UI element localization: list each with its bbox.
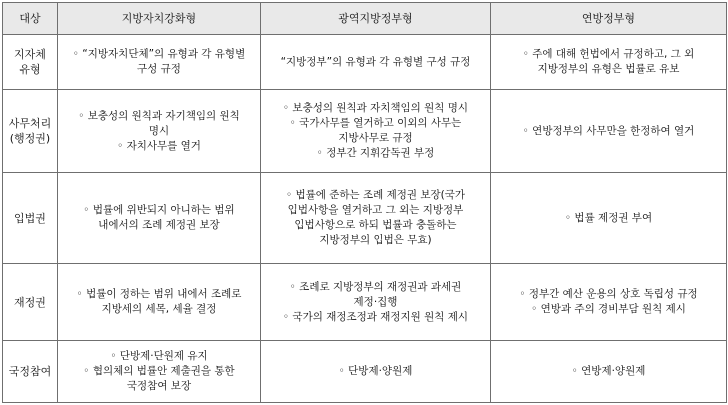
table-cell — [491, 173, 727, 264]
cell-line: ◦ 주에 대해 헌법에서 규정하고, 그 외 — [522, 48, 695, 60]
header-regional-government-type: 광역지방정부형 — [261, 3, 491, 35]
header-federal-type: 연방정부형 — [491, 3, 727, 35]
row-label-line: 국정참여 — [8, 365, 52, 378]
cell-line: ◦ 조례로 지방정부의 재정권과 과세권 — [289, 280, 462, 293]
cell-line: 입법사항을 열거하고 그 외는 지방정부 — [287, 204, 464, 216]
cell-line: ◦ 자치사무를 열거 — [117, 139, 201, 152]
table-cell — [261, 90, 491, 173]
comparison-table — [2, 2, 727, 403]
row-label-line: 입법권 — [14, 211, 46, 225]
cell-line: “지방정부”의 유형과 각 유형별 구성 규정 — [280, 55, 471, 68]
row-label — [3, 173, 58, 264]
table-cell — [58, 90, 261, 173]
table-cell — [491, 264, 727, 341]
cell-line: 명시 — [148, 124, 170, 137]
table-row — [3, 341, 727, 403]
cell-line: ◦ 법률 제정권 부여 — [564, 211, 653, 224]
row-label-line: 사무처리 — [8, 117, 52, 130]
cell-line: 지방정부의 유형은 법률로 유보 — [537, 63, 680, 75]
cell-line: ◦ 법률이 정하는 범위 내에서 조례로 — [76, 288, 242, 300]
table-row — [3, 264, 727, 341]
table-cell — [58, 173, 261, 264]
row-label — [3, 90, 58, 173]
cell-line: ◦ 협의체의 법률안 제출권을 통한 — [83, 365, 235, 377]
row-label — [3, 264, 58, 341]
cell-line: 지방세의 세목, 세율 결정 — [101, 303, 217, 315]
row-label-line: (행정권) — [9, 132, 51, 145]
cell-line: ◦ 연방제·양원제 — [571, 365, 646, 377]
table-cell — [491, 35, 727, 90]
table-cell — [261, 35, 491, 90]
table-cell — [491, 90, 727, 173]
cell-line: ◦ “지방자치단체”의 유형과 각 유형별 — [72, 48, 246, 60]
cell-line: 구성 규정 — [137, 63, 181, 75]
header-row — [3, 3, 727, 35]
table-cell — [261, 173, 491, 264]
cell-line: 입법사항으로 하되 법률과 충돌하는 — [294, 219, 457, 231]
row-label-line: 지자체 — [14, 48, 46, 61]
table-row — [3, 173, 727, 264]
cell-line: ◦ 단방제·양원제 — [338, 365, 413, 377]
row-label — [3, 341, 58, 403]
row-label-line: 재정권 — [14, 295, 46, 309]
table-cell — [261, 264, 491, 341]
header-local-autonomy-type: 지방자치강화형 — [58, 3, 261, 35]
table-cell — [58, 264, 261, 341]
table-cell — [58, 341, 261, 403]
cell-line: ◦ 국가사무를 열거하고 이외의 사무는 — [289, 117, 462, 129]
row-label — [3, 35, 58, 90]
cell-line: ◦ 보충성의 원칙과 자기책임의 원칙 — [78, 109, 240, 122]
cell-line: 지방사무로 규정 — [338, 132, 413, 144]
cell-line: ◦ 단방제·단원제 유지 — [110, 350, 208, 362]
cell-line: ◦ 보충성의 원칙과 자치책임의 원칙 명시 — [282, 102, 469, 114]
row-label-line: 유형 — [19, 63, 41, 76]
cell-line: ◦ 연방정부의 사무만을 한정하여 열거 — [522, 124, 695, 137]
cell-line: ◦ 연방과 주의 경비부담 원칙 제시 — [531, 303, 686, 315]
cell-line: 지방정부의 입법은 무효) — [319, 234, 432, 246]
table-cell — [261, 341, 491, 403]
table-row — [3, 35, 727, 90]
table-row — [3, 90, 727, 173]
table-cell — [58, 35, 261, 90]
table-cell — [491, 341, 727, 403]
cell-line: 내에서의 조례 제정권 보장 — [98, 219, 220, 231]
cell-line: 국정참여 보장 — [126, 380, 192, 392]
cell-line: ◦ 정부간 예산 운용의 상호 독립성 규정 — [519, 288, 698, 300]
cell-line: ◦ 국가의 재정조정과 재정지원 원칙 제시 — [282, 310, 469, 323]
cell-line: ◦ 법률에 준하는 조례 제정권 보장(국가 — [285, 189, 466, 201]
cell-line: ◦ 법률에 위반되지 아니하는 범위 — [83, 204, 235, 216]
header-target: 대상 — [3, 3, 58, 35]
cell-line: ◦ 정부간 지휘감독권 부정 — [316, 147, 435, 159]
cell-line: 제정·집행 — [353, 295, 398, 308]
